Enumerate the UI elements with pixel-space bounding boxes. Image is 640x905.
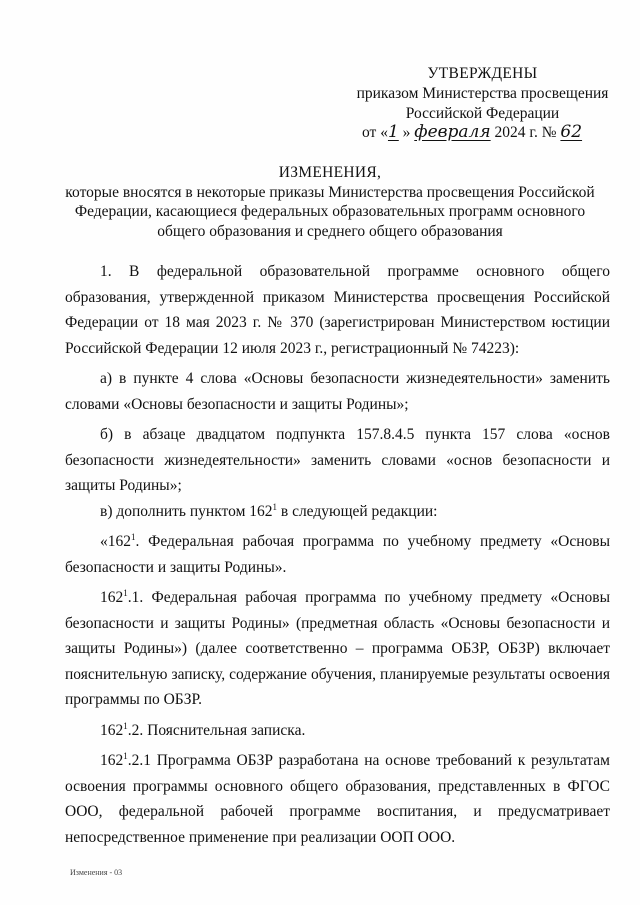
approval-block bbox=[355, 64, 610, 124]
date-mid: » bbox=[402, 124, 411, 141]
paragraph-5: «$162^1$. Федеральная рабочая программа по учебному предмету «Основы безопасности и защиты Родины». bbox=[65, 532, 610, 576]
approval-date-line bbox=[362, 122, 582, 142]
handwritten-month: февраля bbox=[414, 122, 491, 142]
paragraph-7: $162^1.2$. Пояснительная записка. bbox=[100, 720, 306, 739]
paragraph-4: в) дополнить пунктом $162^1$ в следующей редакции: bbox=[100, 501, 438, 520]
handwritten-number: 62 bbox=[560, 122, 583, 142]
approval-line-1: приказом Министерства просвещения bbox=[356, 85, 609, 102]
heading-title: ИЗМЕНЕНИЯ, bbox=[278, 164, 382, 181]
handwritten-day: 1 bbox=[387, 122, 399, 142]
document-heading bbox=[60, 163, 600, 241]
page-footer: Изменения - 03 bbox=[70, 868, 123, 877]
paragraph-6: $162^1.1$. Федеральная рабочая программа по учебному предмету «Основы безопасности и защиты Родины» (предметная область «Основы безопасности и защиты Родины») (далее соответственно – программа ОБЗР, ОБЗР) включает пояснительную записку, содержание обучения, планируемые результаты освоения программы по ОБЗР. bbox=[65, 588, 610, 708]
paragraph-3: б) в абзаце двадцатом подпункта 157.8.4.5 пункта 157 слова «основ безопасности жизнедеятельности» заменить словами «основ безопасности и защиты Родины»; bbox=[65, 426, 610, 494]
paragraph-8: $162^1.2.1$ Программа ОБЗР разработана на основе требований к результатам освоения программы основного общего образования, представленных в ФГОС ООО, федеральной рабочей программе воспитания, и предусматривает непосредственное применение при реализации ООП ООО. bbox=[65, 751, 610, 846]
document-body bbox=[65, 259, 610, 855]
heading-subtitle: которые вносятся в некоторые приказы Министерства просвещения Российской Федерации, касающиеся федеральных образовательных программ основного общего образования и среднего общего образования bbox=[65, 183, 595, 240]
approval-title: УТВЕРЖДЕНЫ bbox=[427, 65, 538, 82]
date-prefix: от « bbox=[362, 124, 388, 141]
paragraph-1: 1. В федеральной образовательной программе основного общего образования, утвержденной приказом Министерства просвещения Российской Федерации от 18 мая 2023 г. № 370 (зарегистрирован Министерством юстиции Российской Федерации 12 июля 2023 г., регистрационный № 74223): bbox=[65, 263, 610, 357]
year-text: 2024 г. № bbox=[494, 124, 557, 141]
approval-line-2: Российской Федерации bbox=[405, 105, 560, 122]
paragraph-2: а) в пункте 4 слова «Основы безопасности жизнедеятельности» заменить словами «Основы безопасности и защиты Родины»; bbox=[65, 370, 610, 413]
